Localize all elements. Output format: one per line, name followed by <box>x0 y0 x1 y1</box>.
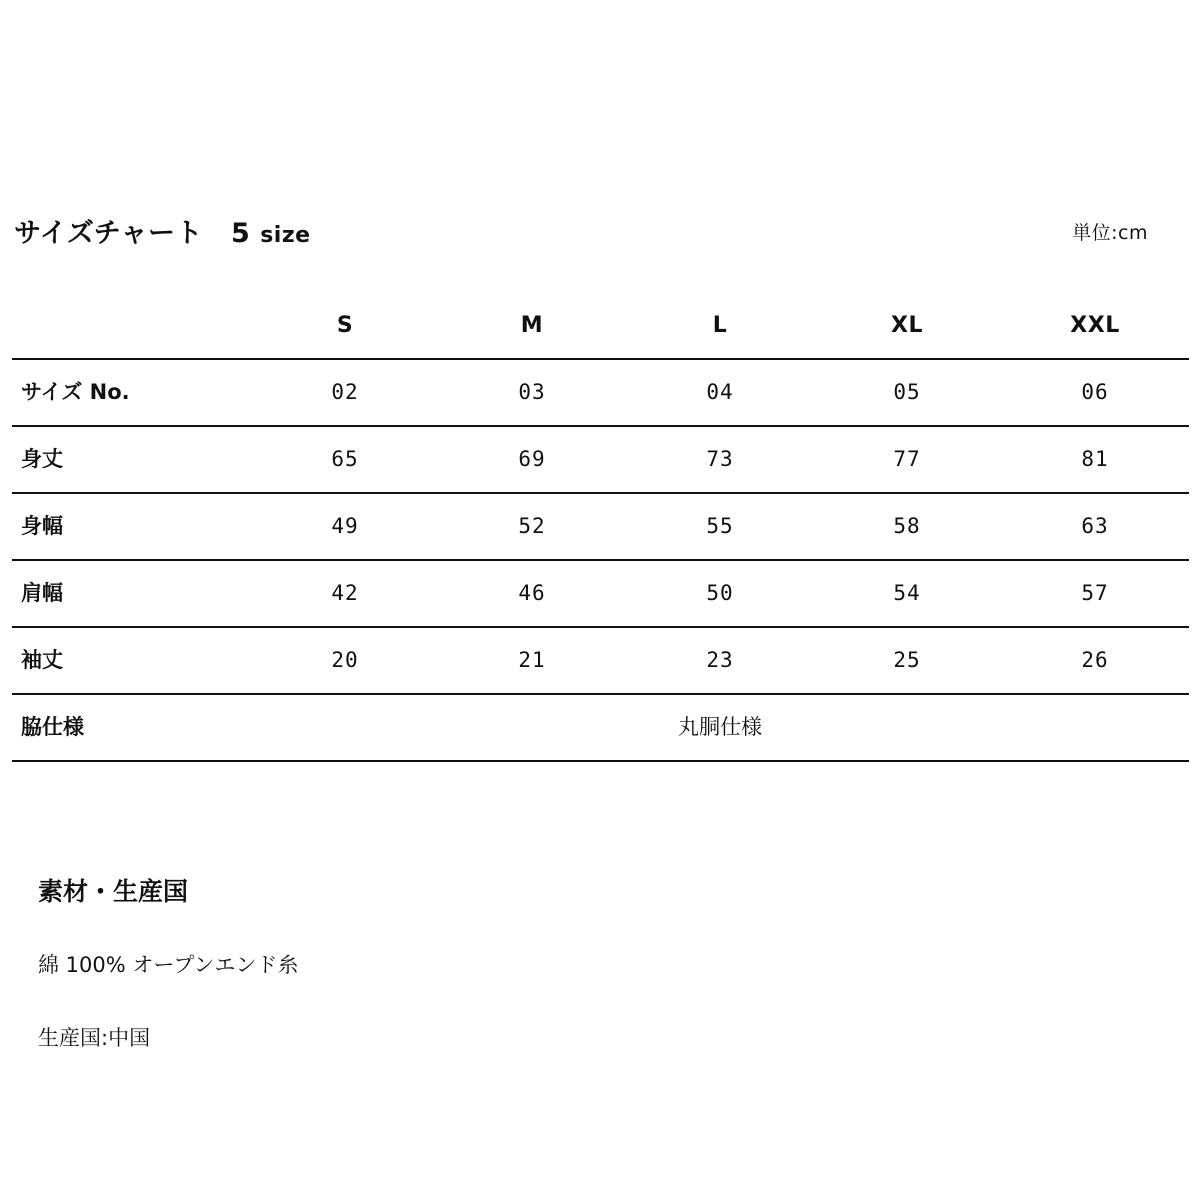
row-label: 脇仕様 <box>21 715 84 739</box>
table-header-row <box>12 293 1189 360</box>
table-cell: 02 <box>331 380 359 404</box>
table-cell: 20 <box>331 648 359 672</box>
row-label: 身幅 <box>21 514 63 538</box>
table-row-shoulder-width <box>12 561 1189 628</box>
table-cell: 57 <box>1081 581 1109 605</box>
size-chart-table <box>12 293 1189 762</box>
country-of-origin: 生産国:中国 <box>38 1026 151 1050</box>
size-count-unit: size <box>260 223 311 248</box>
table-cell: 81 <box>1081 447 1109 471</box>
table-row-size-number <box>12 360 1189 427</box>
title-text: サイズチャート <box>14 218 203 249</box>
column-header-s: S <box>336 313 354 338</box>
table-cell: 26 <box>1081 648 1109 672</box>
row-label: 袖丈 <box>21 648 63 672</box>
table-cell: 50 <box>706 581 734 605</box>
table-cell: 55 <box>706 514 734 538</box>
side-spec-value: 丸胴仕様 <box>678 715 762 739</box>
page-title <box>14 212 311 256</box>
column-header-xl: XL <box>891 313 923 338</box>
row-label: 肩幅 <box>21 581 63 605</box>
row-label: 身丈 <box>21 447 63 471</box>
table-cell: 06 <box>1081 380 1109 404</box>
table-cell: 42 <box>331 581 359 605</box>
table-cell: 05 <box>893 380 921 404</box>
table-cell: 63 <box>1081 514 1109 538</box>
table-cell: 69 <box>518 447 546 471</box>
row-label: サイズ No. <box>21 380 130 404</box>
column-header-xxl: XXL <box>1070 313 1120 338</box>
side-spec-cell <box>250 695 1190 760</box>
table-cell: 21 <box>518 648 546 672</box>
column-header-l: L <box>712 313 728 338</box>
table-cell: 04 <box>706 380 734 404</box>
table-row-side-spec <box>12 695 1189 762</box>
table-cell: 65 <box>331 447 359 471</box>
size-count: 5 <box>231 218 251 249</box>
table-row-body-width <box>12 494 1189 561</box>
table-cell: 73 <box>706 447 734 471</box>
table-cell: 23 <box>706 648 734 672</box>
table-cell: 58 <box>893 514 921 538</box>
table-cell: 77 <box>893 447 921 471</box>
material-heading: 素材・生産国 <box>38 877 189 906</box>
table-cell: 49 <box>331 514 359 538</box>
table-cell: 25 <box>893 648 921 672</box>
material-composition: 綿 100% オープンエンド糸 <box>38 953 299 977</box>
unit-label: 単位:cm <box>1072 222 1148 244</box>
table-cell: 52 <box>518 514 546 538</box>
table-row-sleeve-length <box>12 628 1189 695</box>
table-cell: 54 <box>893 581 921 605</box>
table-cell: 03 <box>518 380 546 404</box>
table-row-body-length <box>12 427 1189 494</box>
table-cell: 46 <box>518 581 546 605</box>
column-header-m: M <box>520 313 544 338</box>
